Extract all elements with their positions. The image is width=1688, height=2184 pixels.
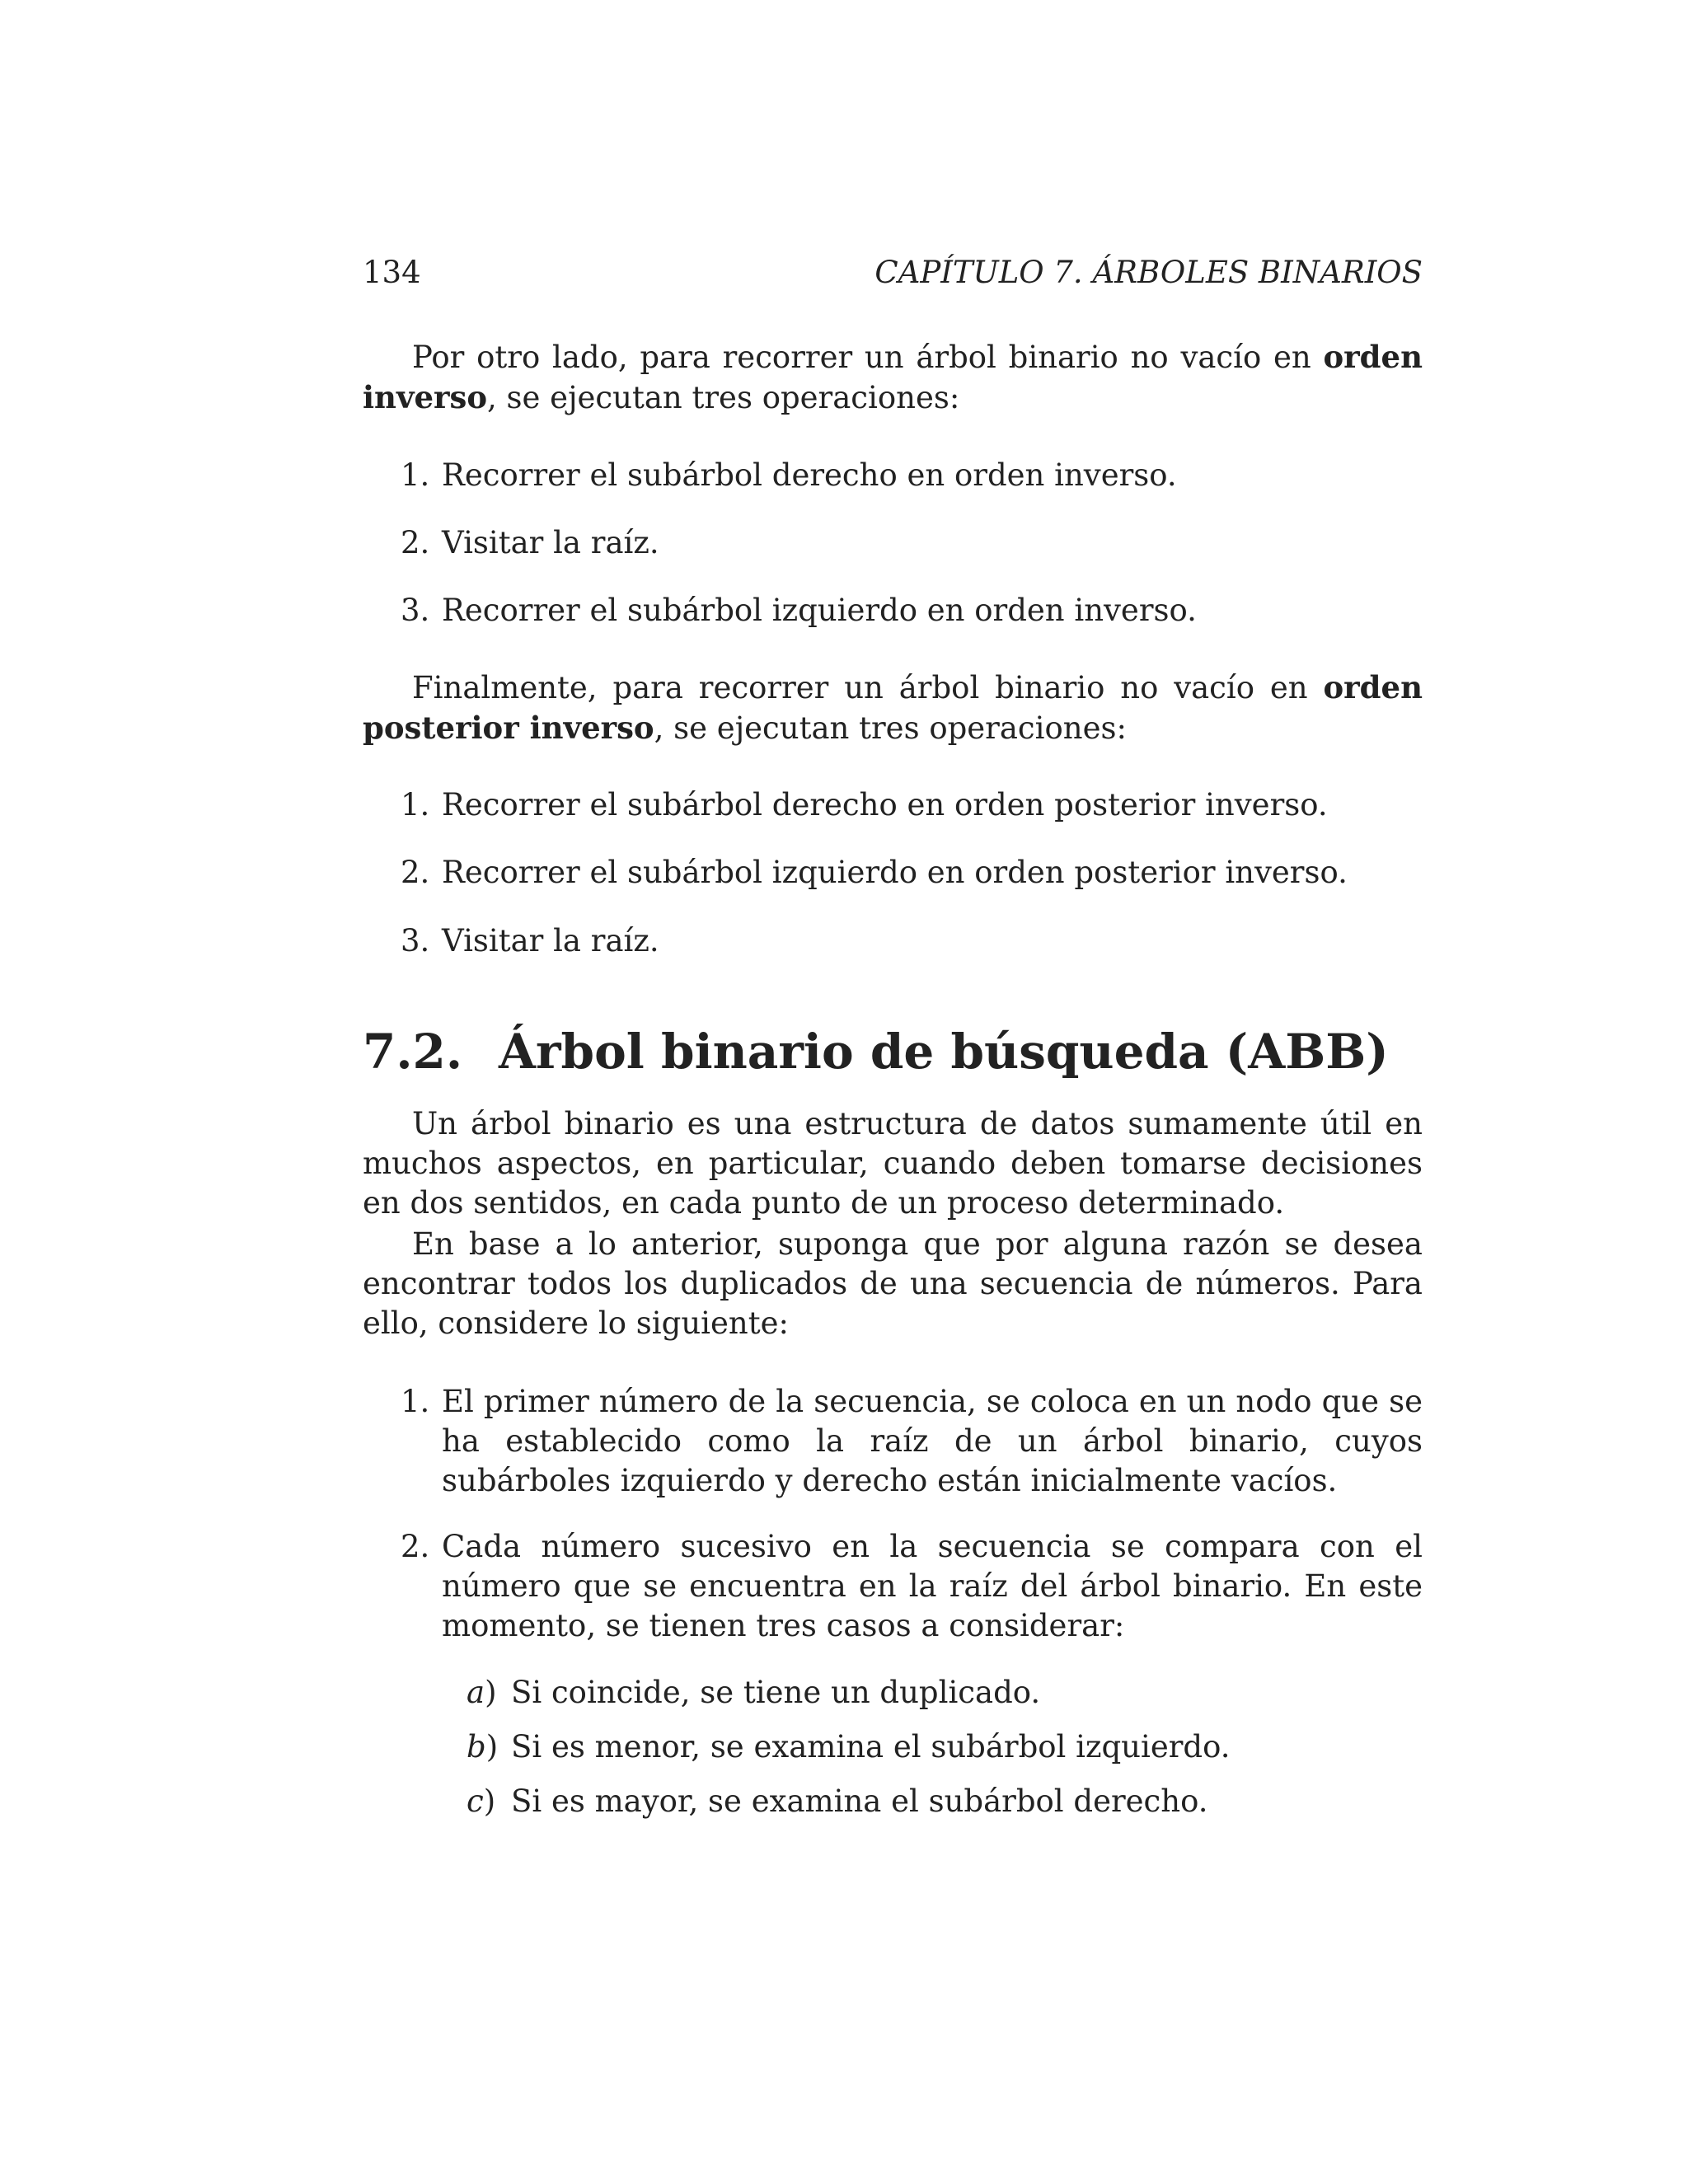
text: , se ejecutan tres operaciones: <box>654 710 1127 746</box>
page-number: 134 <box>363 255 421 290</box>
paragraph-abb-intro <box>363 1104 1423 1223</box>
item-text: Recorrer el subárbol derecho en orden posterior inverso. <box>442 787 1328 823</box>
item-letter: a) <box>467 1675 497 1710</box>
paragraph-inverse-intro <box>363 337 1423 418</box>
item-number: 1. <box>401 1384 430 1419</box>
item-letter: b) <box>467 1729 499 1765</box>
letter: b <box>467 1729 486 1765</box>
chapter-title: CAPÍTULO 7. ÁRBOLES BINARIOS <box>874 255 1423 290</box>
item-number: 3. <box>401 593 430 628</box>
item-number: 2. <box>401 1529 430 1564</box>
item-number: 3. <box>401 923 430 958</box>
item-text: Visitar la raíz. <box>442 923 659 958</box>
section-title: Árbol binario de búsqueda (ABB) <box>499 1024 1389 1080</box>
item-number: 2. <box>401 525 430 560</box>
item-text: Recorrer el subárbol izquierdo en orden posterior inverso. <box>442 855 1348 890</box>
paragraph-abb-duplicates <box>363 1225 1423 1343</box>
item-number: 1. <box>401 787 430 823</box>
text: En base a lo anterior, suponga que por alguna razón se desea encontrar todos los duplicados de una secuencia de números. Para ello, considere lo siguiente: <box>363 1226 1423 1341</box>
letter: a <box>467 1675 485 1710</box>
running-header <box>363 254 1423 292</box>
section-number: 7.2. <box>363 1024 463 1080</box>
item-text: Si es menor, se examina el subárbol izquierdo. <box>511 1729 1231 1765</box>
item-letter: c) <box>467 1783 496 1819</box>
letter: c <box>467 1783 484 1819</box>
item-text: El primer número de la secuencia, se coloca en un nodo que se ha establecido como la raíz de un árbol binario, cuyos subárboles izquierdo y derecho están inicialmente vacíos. <box>442 1384 1423 1498</box>
text: Un árbol binario es una estructura de datos sumamente útil en muchos aspectos, en particular, cuando deben tomarse decisiones en dos sentidos, en cada punto de un proceso determinado. <box>363 1106 1423 1221</box>
item-text: Recorrer el subárbol derecho en orden inverso. <box>442 457 1177 493</box>
item-text: Cada número sucesivo en la secuencia se compara con el número que se encuentra en la raíz del árbol binario. En este momento, se tienen tres casos a considerar: <box>442 1529 1423 1643</box>
term-orden-inverso: orden inverso <box>363 339 1423 415</box>
term-orden-posterior-inverso: orden posterior inverso <box>363 669 1423 746</box>
section-heading <box>363 1022 1423 1081</box>
text: , se ejecutan tres operaciones: <box>487 380 960 415</box>
item-text: Visitar la raíz. <box>442 525 659 560</box>
item-number: 1. <box>401 457 430 493</box>
text: Finalmente, para recorrer un árbol binario no vacío en <box>412 670 1324 705</box>
paragraph-post-inverse-intro <box>363 668 1423 748</box>
text: Por otro lado, para recorrer un árbol binario no vacío en <box>412 340 1324 375</box>
item-text: Si es mayor, se examina el subárbol derecho. <box>511 1783 1208 1819</box>
item-text: Recorrer el subárbol izquierdo en orden inverso. <box>442 593 1197 628</box>
item-text: Si coincide, se tiene un duplicado. <box>511 1675 1041 1710</box>
item-number: 2. <box>401 855 430 890</box>
book-page <box>363 0 1423 2184</box>
